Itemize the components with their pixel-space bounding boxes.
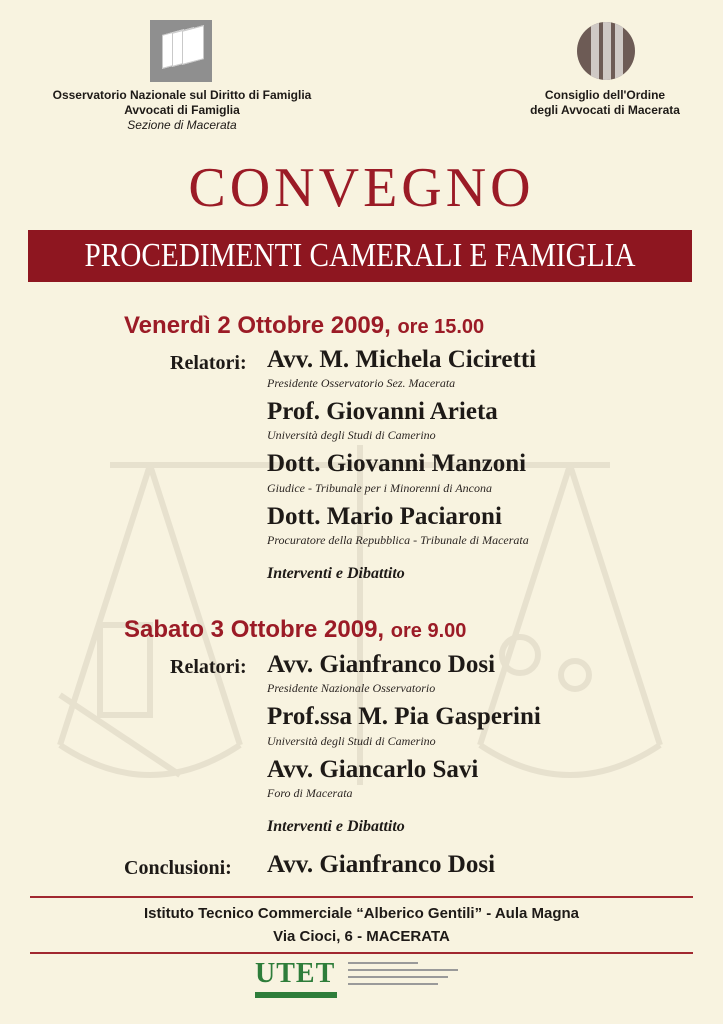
divider — [30, 896, 693, 898]
speaker-name: Avv. Giancarlo Savi — [267, 756, 479, 783]
utet-logo: UTET — [255, 958, 336, 989]
right-org-line2: degli Avvocati di Macerata — [530, 103, 680, 117]
day1-time: ore 15.00 — [397, 316, 485, 338]
speaker-role: Foro di Macerata — [267, 786, 353, 800]
speaker-name: Avv. Gianfranco Dosi — [267, 651, 496, 678]
divider — [30, 952, 693, 954]
day1-date: Venerdì 2 Ottobre 2009, — [124, 312, 391, 339]
left-organization — [32, 88, 332, 133]
day2-interventi: Interventi e Dibattito — [267, 818, 405, 835]
speaker-name: Prof.ssa M. Pia Gasperini — [267, 703, 541, 730]
left-org-line2: Avvocati di Famiglia — [124, 103, 240, 117]
speaker-name: Prof. Giovanni Arieta — [267, 398, 498, 425]
speaker-name: Dott. Mario Paciaroni — [267, 503, 502, 530]
speaker-role: Procuratore della Repubblica - Tribunale di Macerata — [267, 533, 529, 547]
conclusions-label: Conclusioni: — [124, 857, 232, 879]
speaker-name: Dott. Giovanni Manzoni — [267, 450, 527, 477]
subtitle-band — [28, 230, 692, 282]
right-organization — [505, 88, 705, 118]
speaker-role: Giudice - Tribunale per i Minorenni di Ancona — [267, 481, 492, 495]
day1-speakers-label: Relatori: — [170, 352, 247, 374]
osservatorio-logo — [150, 20, 212, 82]
consiglio-ordine-logo — [577, 22, 635, 80]
day2-heading — [124, 616, 466, 644]
day1-heading — [124, 312, 484, 340]
speaker-role: Presidente Osservatorio Sez. Macerata — [267, 376, 456, 390]
conclusions-speaker: Avv. Gianfranco Dosi — [267, 851, 496, 878]
day2-date: Sabato 3 Ottobre 2009, — [124, 616, 385, 643]
speaker-role: Università degli Studi di Camerino — [267, 734, 436, 748]
day2-speakers-label: Relatori: — [170, 656, 247, 678]
speaker-role: Presidente Nazionale Osservatorio — [267, 681, 436, 695]
utet-logo-bar — [255, 992, 337, 998]
page-subtitle: PROCEDIMENTI CAMERALI E FAMIGLIA — [84, 237, 636, 274]
left-org-line3: Sezione di Macerata — [127, 118, 237, 132]
sponsor-address-lines — [348, 962, 468, 990]
right-org-line1: Consiglio dell'Ordine — [544, 88, 666, 102]
venue-line2: Via Cioci, 6 - MACERATA — [273, 928, 450, 945]
venue-line1: Istituto Tecnico Commerciale “Alberico Gentili” - Aula Magna — [143, 905, 580, 922]
left-org-line1: Osservatorio Nazionale sul Diritto di Famiglia — [52, 88, 312, 102]
day2-time: ore 9.00 — [390, 620, 467, 642]
speaker-role: Università degli Studi di Camerino — [267, 428, 436, 442]
page-title: CONVEGNO — [188, 157, 535, 219]
speaker-name: Avv. M. Michela Ciciretti — [267, 346, 537, 373]
day1-interventi: Interventi e Dibattito — [267, 565, 405, 582]
